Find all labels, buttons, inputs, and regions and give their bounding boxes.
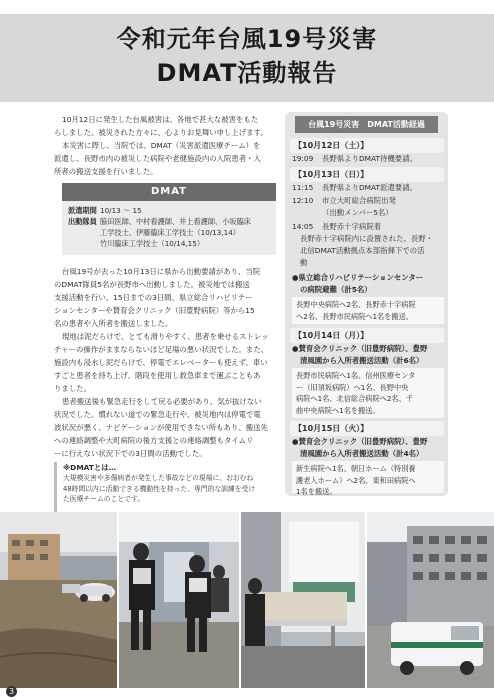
timeline-bullet: 清風園から入所者搬送活動（計4名）: [300, 449, 424, 458]
timeline-date: 【10月12日（土）】: [290, 138, 444, 153]
detail-line: 病院へ1名、北信総合病院へ2名、千: [296, 394, 413, 403]
flood-parking-photo: [0, 512, 117, 688]
detail-line: 曲中央病院へ1名を搬送。: [296, 405, 380, 415]
photo-strip: [0, 512, 494, 688]
timeline-text: （出動メンバー5名）: [322, 208, 393, 217]
timeline-bullet: ●県立総合リハビリテーションセンター: [292, 273, 424, 282]
body-line: 波状況が悪く、ナビゲーションが使用できない所もあり、搬送先: [54, 423, 268, 432]
detail-line: へ2名、長野市民病院へ1名を搬送。: [296, 311, 413, 321]
body-line: すごと患者を持ち上げ、階段を使用し救急車まで運ぶこともあ: [54, 371, 261, 380]
timeline-text: 長野県よりDMAT派遣要請。: [322, 183, 417, 192]
timeline-text: 北信DMAT活動拠点本部指揮下での活: [300, 246, 425, 255]
body-line: への連絡調整や大町病院の後方支援との連絡調整もタイムリ: [54, 436, 254, 445]
intro-line: 本災害に際し、当院では、DMAT（災害派遣医療チーム）を: [62, 141, 261, 150]
body-line: 施設内も浸水し泥だらけで、停電でエレベーターも使えず、車い: [54, 358, 268, 367]
hospital-ambulance-photo: [367, 512, 494, 688]
note-line: 大規模災害や多傷病者が発生した事故などの現場に、おおむね: [63, 474, 254, 482]
timeline-detail: [292, 461, 444, 496]
body-line: 支援活動を行い、15日までの3日間、県立総合リハビリテー: [54, 293, 253, 302]
title-line-1: 令和元年台風19号災害: [116, 25, 378, 53]
body-line: 状況でした。慣れない道での緊急走行や、被災地内は停電で電: [54, 410, 261, 419]
timeline-text: 長野赤十字病院着: [322, 222, 382, 231]
body-line: りました。: [54, 384, 91, 393]
timeline-bullet: の病院避難（計5名）: [300, 285, 372, 294]
staff-corridor-photo: [119, 512, 239, 688]
timeline-time: 11:15: [292, 183, 314, 192]
timeline-text: 市立大町総合病院出発: [322, 196, 396, 205]
note-title: ※DMATとは…: [63, 463, 117, 472]
timeline-bullet: 清風園から入所者搬送活動（計6名）: [300, 356, 424, 365]
intro-line: 派遣し、長野市内の被災した病院や老健施設内の入院患者・入: [54, 154, 261, 163]
title-line-2: DMAT活動報告: [156, 59, 338, 87]
timeline-text: 長野県よりDMAT待機要請。: [322, 154, 417, 163]
body-line: のDMAT隊員5名が長野市へ出動しました。被災地では搬送: [54, 280, 250, 289]
intro-line: 所者の搬送支援を行いました。: [54, 167, 158, 176]
timeline-bullet: ●賛育会クリニック（旧豊野病院）、豊野: [292, 344, 428, 353]
detail-line: 長野中央病院へ2名、長野赤十字病院: [296, 300, 416, 309]
timeline-detail: [292, 368, 444, 418]
timeline-time: 12:10: [292, 196, 314, 205]
note-line: た医療チームのことです。: [63, 495, 145, 503]
body-line: ーに行えない状況下での3日間の活動でした。: [54, 449, 207, 458]
detail-line: 1名を搬送。: [296, 487, 337, 496]
members-line: 竹川臨床工学技士（10/14,15）: [100, 239, 205, 248]
body-line: 患者搬送後も緊急走行をして戻る必要があり、気が抜けない: [62, 397, 262, 406]
members-label: 出動隊員: [68, 217, 97, 226]
period-label: 派遣期間: [68, 206, 97, 215]
timeline-time: 14:05: [292, 222, 314, 231]
timeline-time: 19:09: [292, 154, 314, 163]
timeline-date: 【10月13日（日）】: [290, 167, 444, 182]
timeline-bullet: ●賛育会クリニック（旧豊野病院）、豊野: [292, 437, 428, 446]
intro-line: らしました。被災された方々に、心よりお見舞い申し上げます。: [54, 128, 268, 137]
dmat-heading: DMAT: [62, 183, 276, 201]
detail-line: 新生病院へ1名、朝日ホーム（特別養: [296, 464, 416, 473]
period-value: 10/13 ～ 15: [100, 206, 142, 215]
dmat-definition-note: [54, 462, 276, 513]
timeline-text: 長野赤十字病院内に設置された、長野・: [300, 234, 434, 243]
members-line: 脇田医師、中村看護師、井上看護師、小坂臨床: [100, 217, 251, 226]
body-line: 名の患者や入所者を搬送しました。: [54, 319, 173, 328]
body-line: 台風19号が去った10月13日に県から出動要請があり、当院: [62, 267, 261, 276]
stretcher-ambulance-photo: [241, 512, 365, 688]
members-line: 工学技士、伊藤臨床工学技士（10/13,14）: [100, 228, 240, 237]
detail-line: ー（旧須坂病院）へ1名、長野中央: [296, 382, 409, 392]
body-line: ションセンターや賛育会クリニック（旧豊野病院）等から15: [54, 306, 255, 315]
detail-line: 護老人ホーム）へ2名、東和田病院へ: [296, 475, 416, 485]
timeline-detail: [292, 297, 444, 324]
timeline-date: 【10月14日（月）】: [290, 328, 444, 343]
dmat-info-box: [62, 183, 276, 255]
body-line: 現地は泥だらけで、とても滑りやすく、患者を乗せるストレッ: [62, 332, 269, 341]
page-number: 3: [6, 686, 17, 697]
timeline-text: 動: [300, 258, 308, 267]
body-line: チャーの操作がままならないほど足場の悪い状況でした。また、: [54, 345, 269, 354]
timeline-heading: 台風19号災害 DMAT活動経過: [295, 116, 438, 133]
page-title: [0, 22, 494, 90]
detail-line: 長野市民病院へ1名、信州医療センタ: [296, 371, 416, 380]
note-line: 48時間以内に活動できる機動性を持った、専門的な訓練を受け: [63, 484, 256, 493]
timeline-date: 【10月15日（火）】: [290, 421, 444, 436]
intro-line: 10月12日に発生した台風被害は、各地で甚大な被害をもた: [62, 115, 259, 124]
